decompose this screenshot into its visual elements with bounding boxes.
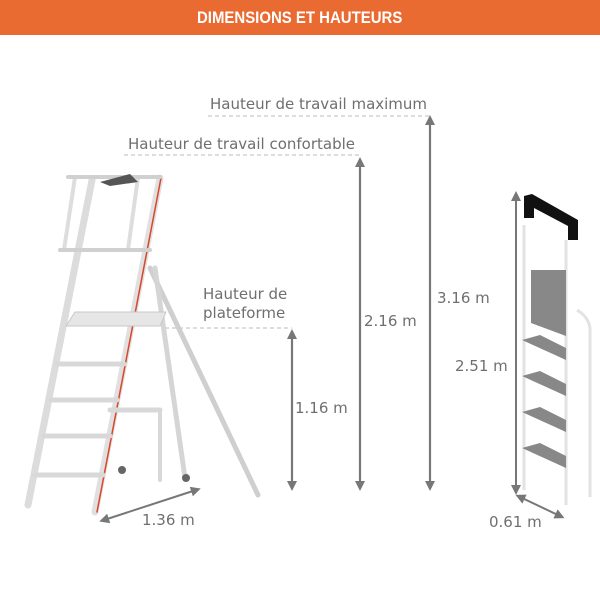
- section-title: DIMENSIONS ET HAUTEURS: [197, 7, 403, 27]
- max-working-height-label: Hauteur de travail maximum: [210, 95, 428, 113]
- platform-height-label-line2: plateforme: [203, 304, 286, 322]
- base-depth-value: 1.36 m: [142, 511, 195, 529]
- folded-height-value: 2.51 m: [455, 357, 508, 375]
- platform-height-label-line1: Hauteur de: [203, 285, 288, 303]
- comfortable-height-value: 2.16 m: [364, 312, 417, 330]
- folded-depth-value: 0.61 m: [489, 513, 542, 531]
- folded-ladder-illustration: [516, 194, 590, 516]
- max-height-value: 3.16 m: [437, 289, 490, 307]
- platform-height-value: 1.16 m: [295, 399, 348, 417]
- platform-ladder-illustration: [28, 174, 258, 512]
- comfortable-working-height-label: Hauteur de travail confortable: [128, 135, 356, 153]
